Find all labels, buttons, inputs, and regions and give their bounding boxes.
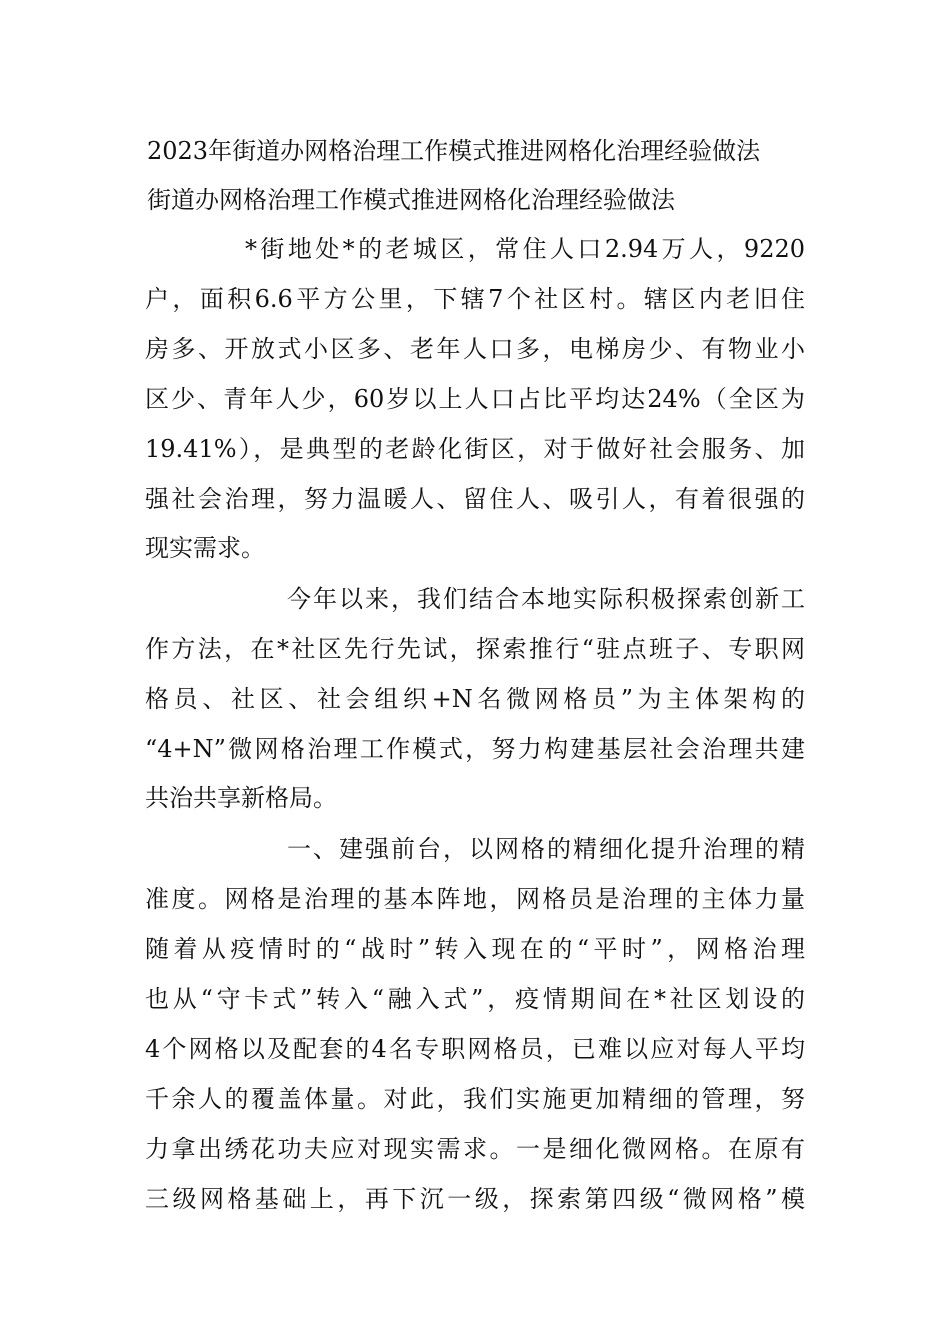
document-title: 2023年街道办网格治理工作模式推进网格化治理经验做法 [147, 137, 761, 165]
paragraph-line: 区少、青年人少，60岁以上人口占比平均达24%（全区为 [145, 385, 805, 413]
document-subtitle: 街道办网格治理工作模式推进网格化治理经验做法 [147, 186, 675, 214]
paragraph-line: *街地处*的老城区，常住人口2.94万人，9220 [245, 235, 805, 263]
paragraph-line: 三级网格基础上，再下沉一级，探索第四级“微网格”模 [145, 1185, 805, 1213]
paragraph-line: 力拿出绣花功夫应对现实需求。一是细化微网格。在原有 [145, 1135, 805, 1163]
paragraph-line: 准度。网格是治理的基本阵地，网格员是治理的主体力量 [145, 885, 805, 913]
paragraph-line: 格员、社区、社会组织+N名微网格员”为主体架构的 [145, 685, 805, 713]
paragraph-line: 一、建强前台，以网格的精细化提升治理的精 [287, 835, 805, 863]
paragraph-line: 强社会治理，努力温暖人、留住人、吸引人，有着很强的 [145, 485, 805, 513]
paragraph-line: 千余人的覆盖体量。对此，我们实施更加精细的管理，努 [145, 1085, 805, 1113]
paragraph-line: 共治共享新格局。 [145, 784, 337, 812]
paragraph-line: 19.41%），是典型的老龄化街区，对于做好社会服务、加 [145, 435, 805, 463]
paragraph-line: 今年以来，我们结合本地实际积极探索创新工 [287, 585, 805, 613]
paragraph-line: “4+N”微网格治理工作模式，努力构建基层社会治理共建 [145, 735, 805, 763]
paragraph-line: 作方法，在*社区先行先试，探索推行“驻点班子、专职网 [145, 635, 805, 663]
paragraph-line: 也从“守卡式”转入“融入式”，疫情期间在*社区划设的 [145, 985, 805, 1013]
paragraph-line: 现实需求。 [145, 534, 265, 562]
paragraph-line: 户，面积6.6平方公里，下辖7个社区村。辖区内老旧住 [145, 285, 805, 313]
paragraph-line: 4个网格以及配套的4名专职网格员，已难以应对每人平均 [145, 1035, 805, 1063]
paragraph-line: 房多、开放式小区多、老年人口多，电梯房少、有物业小 [145, 335, 805, 363]
paragraph-line: 随着从疫情时的“战时”转入现在的“平时”，网格治理 [145, 935, 805, 963]
